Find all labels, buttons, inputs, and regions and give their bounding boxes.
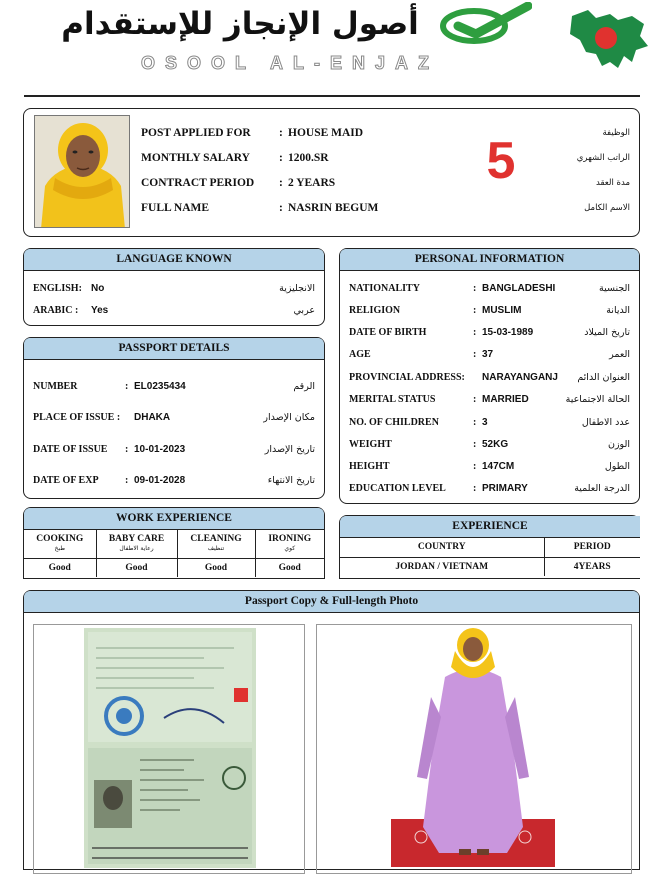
language-english-label: ENGLISH: bbox=[33, 283, 82, 294]
personal-label: MERITAL STATUS bbox=[349, 394, 436, 405]
passport-panel bbox=[23, 337, 325, 499]
personal-label: PROVINCIAL ADDRESS: bbox=[349, 372, 465, 383]
passport-issue-value: 10-01-2023 bbox=[134, 444, 186, 455]
experience-header-row bbox=[340, 538, 640, 557]
work-col-ironing-ar: كوي bbox=[284, 544, 296, 552]
personal-colon: : bbox=[473, 394, 477, 405]
language-arabic-value: Yes bbox=[91, 305, 109, 316]
personal-label: WEIGHT bbox=[349, 439, 392, 450]
field-name-value: NASRIN BEGUM bbox=[288, 202, 379, 214]
personal-row-education bbox=[340, 483, 639, 499]
personal-value: PRIMARY bbox=[482, 483, 528, 494]
passport-row-issue bbox=[24, 444, 324, 460]
field-contract-arabic: مدة العقد bbox=[596, 178, 630, 188]
work-ironing-value: Good bbox=[278, 562, 301, 573]
passport-issue-colon: : bbox=[125, 444, 129, 455]
personal-row-dob bbox=[340, 327, 639, 343]
work-col-cooking-ar: طبخ bbox=[54, 544, 65, 552]
field-name bbox=[141, 196, 401, 221]
work-col-ironing-en: IRONING bbox=[268, 533, 312, 544]
passport-number-colon: : bbox=[125, 381, 129, 392]
personal-row-marital bbox=[340, 394, 639, 410]
personal-value: 37 bbox=[482, 349, 494, 360]
personal-arabic: تاريخ الميلاد bbox=[584, 327, 630, 338]
field-contract-colon: : bbox=[279, 177, 283, 189]
candidate-number: 5 bbox=[486, 132, 516, 190]
passport-row-place bbox=[24, 412, 324, 428]
field-salary-label: MONTHLY SALARY bbox=[141, 152, 250, 164]
personal-label: DATE OF BIRTH bbox=[349, 327, 427, 338]
language-english-value: No bbox=[91, 283, 105, 294]
personal-row-religion bbox=[340, 305, 639, 321]
personal-label: HEIGHT bbox=[349, 461, 390, 472]
personal-colon: : bbox=[473, 483, 477, 494]
passport-place-value: DHAKA bbox=[134, 412, 171, 423]
personal-value: MARRIED bbox=[482, 394, 529, 405]
passport-expiry-value: 09-01-2028 bbox=[134, 475, 186, 486]
field-name-arabic: الاسم الكامل bbox=[584, 203, 630, 213]
work-col-cleaning-en: CLEANING bbox=[190, 533, 242, 544]
personal-arabic: الدرجة العلمية bbox=[574, 483, 630, 494]
language-row-arabic bbox=[24, 305, 324, 321]
personal-colon: : bbox=[473, 417, 477, 428]
language-panel bbox=[23, 248, 325, 326]
personal-value: 15-03-1989 bbox=[482, 327, 534, 338]
work-col-cooking-en: COOKING bbox=[36, 533, 84, 544]
field-name-label: FULL NAME bbox=[141, 202, 210, 214]
personal-value: BANGLADESHI bbox=[482, 283, 556, 294]
language-row-english bbox=[24, 283, 324, 299]
passport-title: PASSPORT DETAILS bbox=[24, 338, 324, 360]
personal-row-children bbox=[340, 417, 639, 433]
experience-period: 4YEARS bbox=[573, 561, 611, 572]
experience-col-period: PERIOD bbox=[573, 542, 611, 553]
field-post bbox=[141, 121, 401, 146]
passport-issue-arabic: تاريخ الإصدار bbox=[264, 444, 315, 455]
personal-value: 147CM bbox=[482, 461, 515, 472]
passport-row-number bbox=[24, 381, 324, 397]
candidate-arabic-labels bbox=[577, 121, 630, 221]
work-cleaning-value: Good bbox=[177, 558, 255, 577]
language-english-arabic: الانجليزية bbox=[279, 283, 315, 294]
portrait-photo-icon bbox=[35, 116, 130, 228]
work-col-cleaning-ar: تنظيف bbox=[207, 544, 225, 552]
personal-colon: : bbox=[473, 439, 477, 450]
work-col-ironing bbox=[255, 530, 324, 558]
header-divider bbox=[24, 95, 640, 97]
personal-row-height bbox=[340, 461, 639, 477]
candidate-fields bbox=[141, 121, 401, 221]
personal-arabic: الديانة bbox=[606, 305, 630, 316]
candidate-summary-panel bbox=[23, 108, 640, 237]
personal-arabic: العمر bbox=[609, 349, 630, 360]
personal-arabic: الوزن bbox=[607, 439, 630, 450]
personal-arabic: الطول bbox=[604, 461, 630, 472]
personal-row-nationality bbox=[340, 283, 639, 299]
language-title: LANGUAGE KNOWN bbox=[24, 249, 324, 271]
personal-colon: : bbox=[473, 349, 477, 360]
passport-scan-image bbox=[84, 628, 256, 868]
field-contract-value: 2 YEARS bbox=[288, 177, 336, 189]
personal-label: NATIONALITY bbox=[349, 283, 420, 294]
personal-arabic: الجنسية bbox=[599, 283, 630, 294]
work-experience-panel bbox=[23, 507, 325, 579]
work-col-cooking bbox=[24, 530, 96, 558]
field-post-arabic: الوظيفة bbox=[602, 128, 630, 138]
candidate-portrait bbox=[34, 115, 130, 228]
full-length-photo-frame bbox=[316, 624, 632, 874]
work-col-babycare bbox=[96, 530, 177, 558]
passport-number-value: EL0235434 bbox=[134, 381, 186, 392]
passport-issue-label: DATE OF ISSUE bbox=[33, 444, 108, 455]
language-arabic-arabic: عربي bbox=[293, 305, 315, 316]
experience-col-country: COUNTRY bbox=[340, 538, 544, 557]
experience-panel bbox=[339, 515, 640, 579]
photos-title: Passport Copy & Full-length Photo bbox=[24, 591, 639, 613]
personal-arabic: الحالة الاجتماعية bbox=[565, 394, 630, 405]
personal-label: RELIGION bbox=[349, 305, 401, 316]
bangladesh-map-icon bbox=[566, 6, 650, 74]
work-value-row bbox=[24, 558, 324, 577]
experience-row bbox=[340, 557, 640, 576]
logo-latin-text: OSOOL AL-ENJAZ bbox=[140, 53, 439, 73]
work-cooking-value: Good bbox=[24, 558, 96, 577]
personal-colon: : bbox=[473, 305, 477, 316]
passport-expiry-arabic: تاريخ الانتهاء bbox=[267, 475, 315, 486]
passport-expiry-label: DATE OF EXP bbox=[33, 475, 99, 486]
field-post-label: POST APPLIED FOR bbox=[141, 127, 251, 139]
personal-row-address bbox=[340, 372, 639, 388]
personal-row-weight bbox=[340, 439, 639, 455]
work-header-row bbox=[24, 530, 324, 558]
passport-number-arabic: الرقم bbox=[293, 381, 315, 392]
logo-check-icon bbox=[436, 2, 532, 46]
personal-label: AGE bbox=[349, 349, 371, 360]
personal-info-panel bbox=[339, 248, 640, 504]
passport-expiry-colon: : bbox=[125, 475, 129, 486]
personal-title: PERSONAL INFORMATION bbox=[340, 249, 639, 271]
experience-title: EXPERIENCE bbox=[340, 516, 640, 538]
photos-panel bbox=[23, 590, 640, 870]
passport-place-label: PLACE OF ISSUE : bbox=[33, 412, 121, 423]
full-length-photo-image bbox=[391, 627, 555, 867]
passport-place-arabic: مكان الإصدار bbox=[263, 412, 315, 423]
personal-row-age bbox=[340, 349, 639, 365]
work-table bbox=[24, 530, 324, 577]
passport-copy-frame bbox=[33, 624, 305, 874]
field-name-colon: : bbox=[279, 202, 283, 214]
personal-value: NARAYANGANJ bbox=[482, 372, 558, 383]
experience-country: JORDAN / VIETNAM bbox=[340, 557, 544, 576]
personal-colon: : bbox=[473, 461, 477, 472]
personal-arabic: العنوان الدائم bbox=[577, 372, 630, 383]
passport-number-label: NUMBER bbox=[33, 381, 78, 392]
work-col-cleaning bbox=[177, 530, 255, 558]
field-salary bbox=[141, 146, 401, 171]
field-contract-label: CONTRACT PERIOD bbox=[141, 177, 255, 189]
personal-label: NO. OF CHILDREN bbox=[349, 417, 439, 428]
personal-value: 52KG bbox=[482, 439, 509, 450]
language-arabic-label: ARABIC : bbox=[33, 305, 79, 316]
field-contract bbox=[141, 171, 401, 196]
field-post-colon: : bbox=[279, 127, 283, 139]
work-col-babycare-en: BABY CARE bbox=[108, 533, 165, 544]
work-babycare-value: Good bbox=[96, 558, 177, 577]
personal-colon: : bbox=[473, 283, 477, 294]
work-title: WORK EXPERIENCE bbox=[24, 508, 324, 530]
logo-arabic-text: أصول الإنجاز للإستقدام bbox=[61, 6, 419, 42]
personal-label: EDUCATION LEVEL bbox=[349, 483, 446, 494]
field-salary-arabic: الراتب الشهري bbox=[576, 153, 630, 163]
personal-colon: : bbox=[473, 327, 477, 338]
passport-row-expiry bbox=[24, 475, 324, 491]
field-post-value: HOUSE MAID bbox=[288, 127, 364, 139]
personal-arabic: عدد الاطفال bbox=[581, 417, 630, 428]
field-salary-colon: : bbox=[279, 152, 283, 164]
personal-value: MUSLIM bbox=[482, 305, 522, 316]
experience-table bbox=[340, 538, 640, 576]
field-salary-value: 1200.SR bbox=[288, 152, 329, 164]
work-col-babycare-ar: رعاية الاطفال bbox=[119, 544, 154, 552]
personal-value: 3 bbox=[482, 417, 488, 428]
